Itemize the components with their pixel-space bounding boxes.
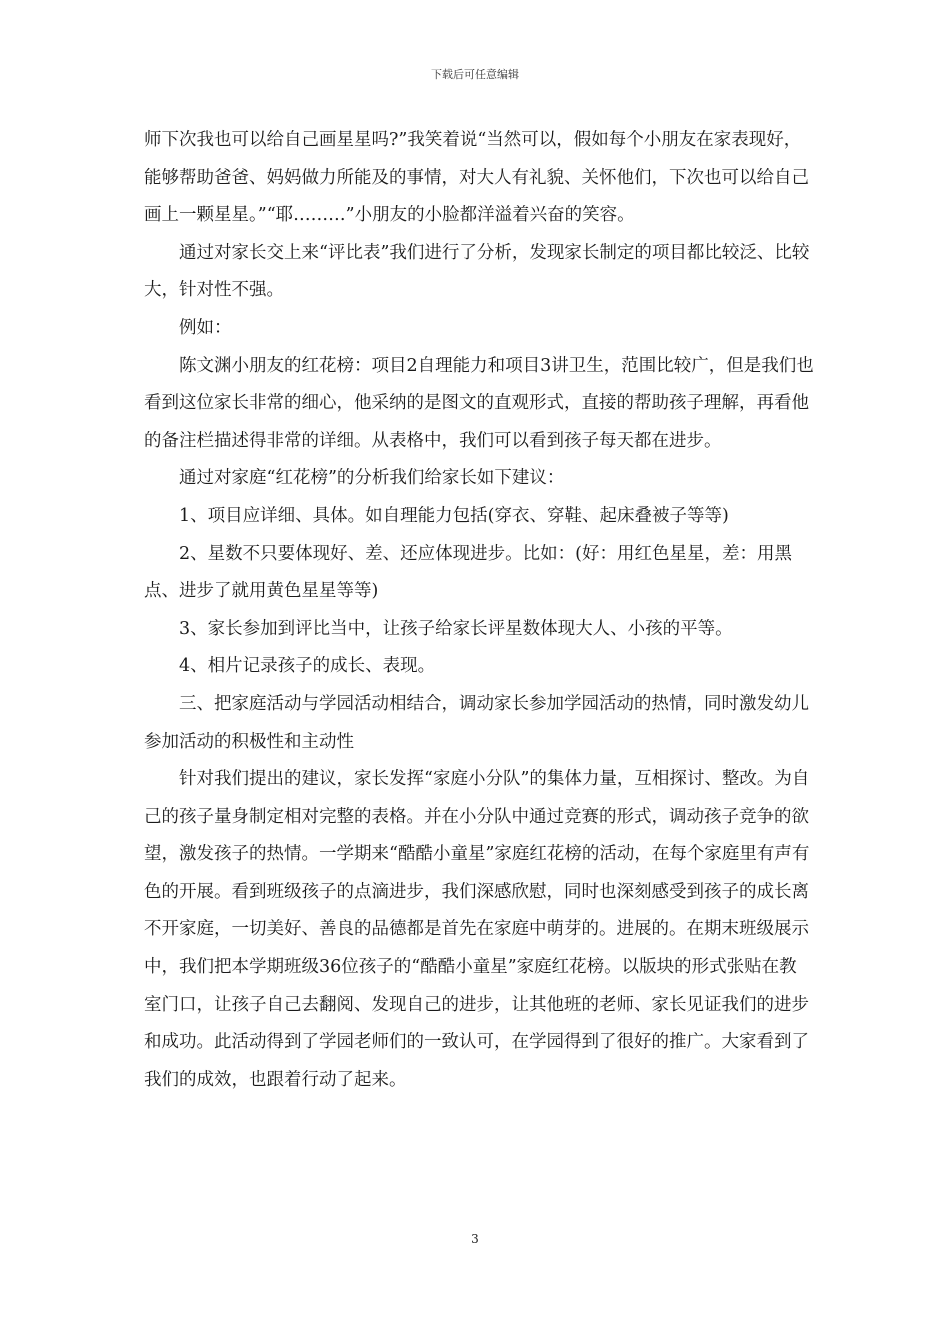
page-number: 3 (471, 1232, 479, 1246)
paragraph: 例如： (179, 317, 232, 338)
list-item: 2、星数不只要体现好、差、还应体现进步。比如：(好：用红色星星，差：用黑点、进步了就用黄色星星等等) (144, 543, 792, 602)
paragraph: 陈文渊小朋友的红花榜：项目2自理能力和项目3讲卫生，范围比较广，但是我们也看到这位家长非常的细心，他采纳的是图文的直观形式，直接的帮助孩子理解，再看他的备注栏描述得非常的详细。从表格中，我们可以看到孩子每天都在进步。 (144, 355, 814, 451)
paragraph: 通过对家庭“红花榜”的分析我们给家长如下建议： (179, 468, 565, 489)
list-item: 4、相片记录孩子的成长、表现。 (179, 656, 436, 677)
document-body (144, 122, 814, 1099)
paragraph: 通过对家长交上来“评比表”我们进行了分析，发现家长制定的项目都比较泛、比较大，针对性不强。 (144, 242, 810, 301)
paragraph: 师下次我也可以给自己画星星吗?”我笑着说“当然可以，假如每个小朋友在家表现好，能够帮助爸爸、妈妈做力所能及的事情，对大人有礼貌、关怀他们，下次也可以给自己画上一颗星星。”“耶………”小朋友的小脸都洋溢着兴奋的笑容。 (144, 130, 809, 226)
section-heading: 三、把家庭活动与学园活动相结合，调动家长参加学园活动的热情，同时激发幼儿参加活动的积极性和主动性 (144, 693, 809, 752)
list-item: 1、项目应详细、具体。如自理能力包括(穿衣、穿鞋、起床叠被子等等) (179, 505, 729, 526)
paragraph: 针对我们提出的建议，家长发挥“家庭小分队”的集体力量，互相探讨、整改。为自己的孩子量身制定相对完整的表格。并在小分队中通过竞赛的形式，调动孩子竞争的欲望，激发孩子的热情。一学期来“酷酷小童星”家庭红花榜的活动，在每个家庭里有声有色的开展。看到班级孩子的点滴进步，我们深感欣慰，同时也深刻感受到孩子的成长离不开家庭，一切美好、善良的品德都是首先在家庭中萌芽的。进展的。在期末班级展示中，我们把本学期班级36位孩子的“酷酷小童星”家庭红花榜。以版块的形式张贴在教室门口，让孩子自己去翻阅、发现自己的进步，让其他班的老师、家长见证我们的进步和成功。此活动得到了学园老师们的一致认可，在学园得到了很好的推广。大家看到了我们的成效，也跟着行动了起来。 (144, 769, 810, 1090)
page-header: 下载后可任意编辑 (431, 68, 519, 81)
list-item: 3、家长参加到评比当中，让孩子给家长评星数体现大人、小孩的平等。 (179, 618, 733, 639)
